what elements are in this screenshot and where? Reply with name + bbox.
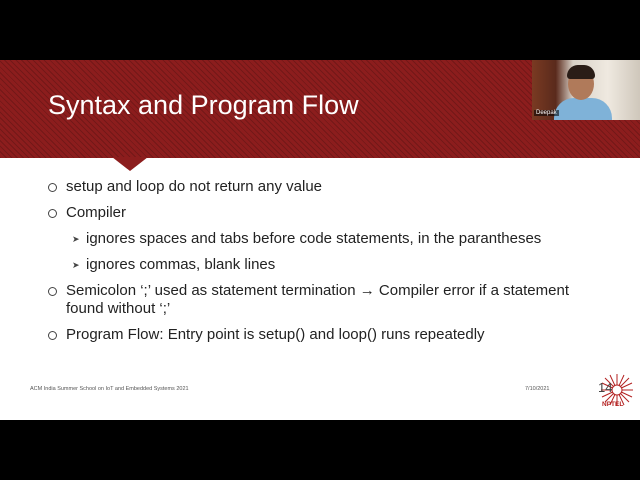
presenter-name: Deepak — [536, 110, 557, 116]
bullet-text: Program Flow: Entry point is setup() and loop() runs repeatedly — [66, 326, 485, 343]
sub-bullet-text: ignores spaces and tabs before code statements, in the parantheses — [86, 230, 542, 247]
slide — [0, 60, 640, 420]
footer-event-name: ACM India Summer School on IoT and Embedded Systems 2021 — [30, 386, 189, 392]
sub-bullet-item — [48, 230, 588, 248]
bullet-text: setup and loop do not return any value — [66, 178, 323, 195]
page-number: 14 — [598, 380, 613, 395]
circle-bullet-icon — [48, 331, 57, 340]
arrowhead-bullet-icon: ➤ — [72, 234, 80, 244]
bullet-text: Semicolon ‘;’ used as statement termination → Compiler error if a statement found without ‘;’ — [66, 282, 569, 317]
bullet-text: Compiler — [66, 204, 127, 221]
bullet-item — [48, 178, 588, 196]
webcam-video — [532, 60, 640, 120]
presenter-body — [554, 98, 612, 120]
bullet-item — [48, 326, 588, 344]
bullet-item — [48, 204, 588, 222]
banner-notch — [112, 157, 148, 171]
footer-date: 7/10/2021 — [525, 386, 550, 392]
circle-bullet-icon — [48, 183, 57, 192]
nptel-logo-text: NPTEL — [602, 401, 624, 408]
presenter-hair — [567, 65, 595, 79]
circle-bullet-icon — [48, 287, 57, 296]
arrowhead-bullet-icon: ➤ — [72, 260, 80, 270]
bullet-item — [48, 282, 588, 318]
sub-bullet-text: ignores commas, blank lines — [86, 256, 276, 273]
circle-bullet-icon — [48, 209, 57, 218]
sub-bullet-item — [48, 256, 588, 274]
slide-title: Syntax and Program Flow — [48, 90, 359, 120]
bullet-list — [48, 178, 588, 352]
